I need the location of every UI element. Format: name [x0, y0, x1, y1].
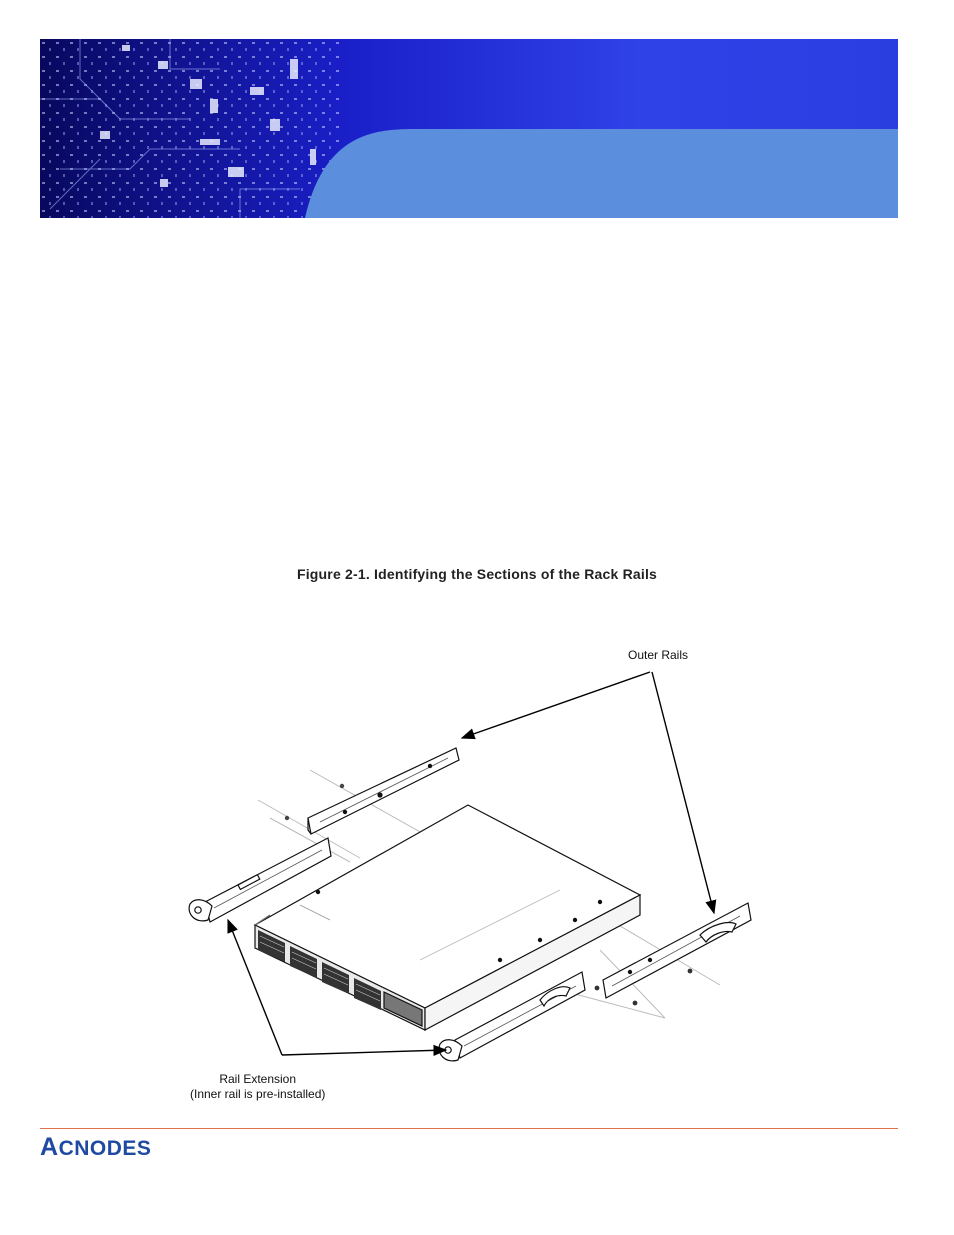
- footer-divider: [40, 1128, 898, 1129]
- mounting-screw: [595, 986, 600, 991]
- mounting-screw: [633, 1001, 638, 1006]
- rail-extension-label: Rail Extension: [219, 1072, 297, 1086]
- acnodes-logo[interactable]: [40, 1134, 151, 1160]
- mounting-screw: [340, 784, 344, 788]
- mounting-screw: [285, 816, 289, 820]
- outer-rails-callout: Outer Rails: [628, 648, 689, 662]
- logo-rest: CNODES: [58, 1137, 152, 1160]
- logo-initial: A: [40, 1133, 59, 1161]
- header-banner: [40, 39, 898, 218]
- mounting-screw: [688, 969, 693, 974]
- rack-rails-drawing: [170, 630, 770, 1110]
- rack-rails-diagram: [170, 630, 770, 1110]
- circuit-board-banner-image: [40, 39, 898, 218]
- figure-caption: Figure 2-1. Identifying the Sections of the Rack Rails: [296, 566, 658, 582]
- inner-rail-note: (Inner rail is pre-installed): [190, 1087, 326, 1101]
- outer-rail-rear-left: [308, 748, 459, 834]
